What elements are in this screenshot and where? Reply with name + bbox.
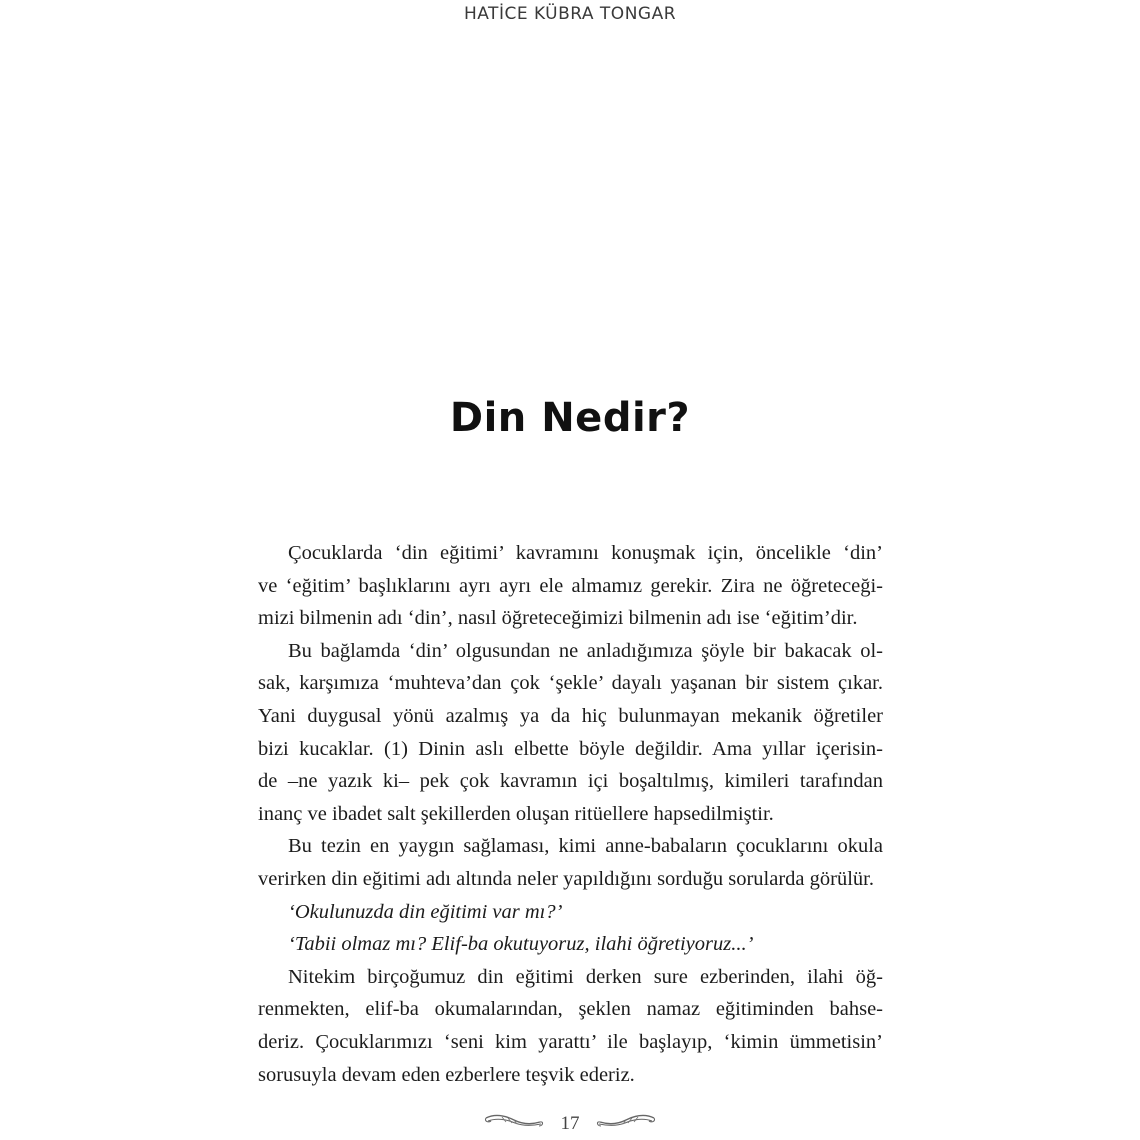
page-footer: [0, 1112, 1140, 1135]
body-paragraph: [258, 635, 883, 831]
chapter-title: Din Nedir?: [449, 395, 691, 441]
text-line: inanç ve ibadet salt şekillerden oluşan ritüellere hapsedilmiştir.: [258, 802, 774, 825]
text-line: ve ‘eğitim’ başlıklarını ayrı ayrı ele almamız gerekir. Zira ne öğreteceği-: [258, 574, 883, 597]
text-line: Yani duygusal yönü azalmış ya da hiç bulunmayan mekanik öğretiler: [258, 704, 883, 727]
text-line: deriz. Çocuklarımızı ‘seni kim yarattı’ ile başlayıp, ‘kimin ümmetisin’: [258, 1030, 883, 1053]
text-line: ‘Okulunuzda din eğitimi var mı?’: [288, 900, 563, 923]
flourish-ornament-right-icon: [596, 1113, 656, 1135]
text-line: Bu tezin en yaygın sağlaması, kimi anne-babaların çocuklarını okula: [288, 835, 883, 858]
text-line: de –ne yazık ki– pek çok kavramın içi boşaltılmış, kimileri tarafından: [258, 770, 883, 793]
text-line: Bu bağlamda ‘din’ olgusundan ne anladığımıza şöyle bir bakacak ol-: [288, 639, 883, 662]
text-line: verirken din eğitimi adı altında neler yapıldığını sorduğu sorularda görülür.: [258, 867, 874, 890]
dialogue-paragraph: [258, 928, 883, 961]
text-line: renmekten, elif-ba okumalarından, şeklen namaz eğitiminden bahse-: [258, 998, 883, 1021]
text-line: sorusuyla devam eden ezberlere teşvik ederiz.: [258, 1063, 635, 1086]
text-line: Nitekim birçoğumuz din eğitimi derken sure ezberinden, ilahi öğ-: [288, 965, 883, 988]
dialogue-paragraph: [258, 896, 883, 929]
page-number: 17: [560, 1112, 580, 1134]
body-paragraph: [258, 830, 883, 895]
text-line: bizi kucaklar. (1) Dinin aslı elbette böyle değildir. Ama yıllar içerisin-: [258, 737, 883, 760]
body-text: [258, 537, 883, 1091]
flourish-ornament-left-icon: [484, 1113, 544, 1135]
body-paragraph: [258, 537, 883, 635]
text-line: Çocuklarda ‘din eğitimi’ kavramını konuşmak için, öncelikle ‘din’: [288, 542, 883, 564]
running-head-author: HATİCE KÜBRA TONGAR: [463, 4, 677, 24]
text-line: sak, karşımıza ‘muhteva’dan çok ‘şekle’ dayalı yaşanan bir sistem çıkar.: [258, 672, 883, 695]
body-paragraph: [258, 961, 883, 1091]
text-line: mizi bilmenin adı ‘din’, nasıl öğreteceğimizi bilmenin adı ise ‘eğitim’dir.: [258, 607, 858, 630]
text-line: ‘Tabii olmaz mı? Elif-ba okutuyoruz, ilahi öğretiyoruz...’: [288, 933, 754, 956]
